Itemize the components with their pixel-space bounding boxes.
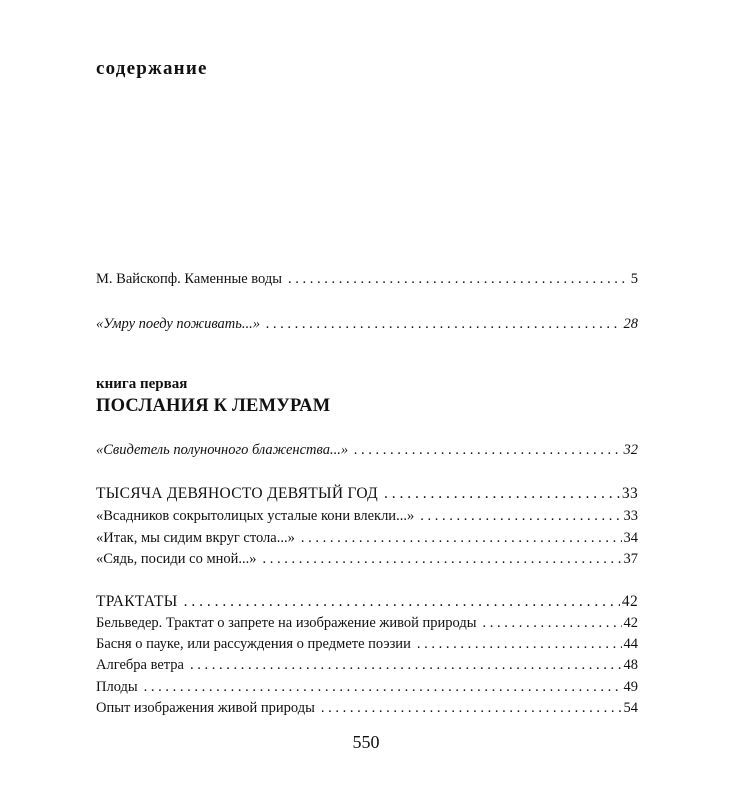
section-title: ТРАКТАТЫ: [96, 593, 178, 610]
entry-title: Басня о пауке, или рассуждения о предмете поэзии: [96, 636, 411, 652]
toc-entry: [96, 678, 638, 696]
entry-title: Плоды: [96, 679, 138, 695]
dot-leader: [288, 270, 629, 288]
dot-leader: [301, 529, 622, 547]
dot-leader: [144, 678, 622, 696]
entry-title: Алгебра ветра: [96, 657, 184, 673]
entry-page: 54: [623, 700, 638, 716]
toc-heading: содержание: [96, 58, 208, 79]
entry-title: «Умру поеду поживать...»: [96, 316, 260, 332]
entry-title: «Свидетель полуночного блаженства...»: [96, 442, 349, 458]
toc-entry-epigraph: [96, 441, 638, 459]
entry-page: 32: [623, 442, 638, 458]
book-label: книга первая: [96, 376, 188, 392]
entry-page: 37: [623, 551, 638, 567]
dot-leader: [354, 441, 621, 459]
toc-entry: [96, 315, 638, 333]
dot-leader: [384, 485, 620, 503]
dot-leader: [266, 315, 622, 333]
section-title: ТЫСЯЧА ДЕВЯНОСТО ДЕВЯТЫЙ ГОД: [96, 485, 378, 502]
entry-page: 48: [623, 657, 638, 673]
entry-page: 49: [623, 679, 638, 695]
entry-page: 33: [623, 508, 638, 524]
section-page: 33: [621, 485, 638, 502]
dot-leader: [263, 550, 622, 568]
dot-leader: [483, 614, 622, 632]
toc-entry: [96, 614, 638, 632]
toc-section: [96, 593, 638, 611]
dot-leader: [190, 656, 622, 674]
toc-entry: [96, 270, 638, 288]
toc-entry: [96, 699, 638, 717]
entry-page: 42: [623, 615, 638, 631]
entry-page: 28: [623, 316, 638, 332]
entry-title: Опыт изображения живой природы: [96, 700, 315, 716]
toc-section: [96, 485, 638, 503]
entry-title: «Всадников сокрытолицых усталые кони влекли...»: [96, 508, 415, 524]
entry-title: «Итак, мы сидим вкруг стола...»: [96, 530, 295, 546]
book-title: ПОСЛАНИЯ К ЛЕМУРАМ: [96, 396, 331, 416]
dot-leader: [321, 699, 622, 717]
toc-entry: [96, 507, 638, 525]
entry-title: «Сядь, посиди со мной...»: [96, 551, 257, 567]
toc-entry: [96, 529, 638, 547]
entry-page: 5: [630, 271, 638, 287]
entry-page: 44: [623, 636, 638, 652]
section-page: 42: [621, 593, 638, 610]
page-number: 550: [352, 732, 380, 752]
toc-entry: [96, 635, 638, 653]
entry-title: М. Вайскопф. Каменные воды: [96, 271, 282, 287]
toc-entry: [96, 656, 638, 674]
entry-page: 34: [623, 530, 638, 546]
entry-title: Бельведер. Трактат о запрете на изображение живой природы: [96, 615, 477, 631]
dot-leader: [184, 593, 620, 611]
dot-leader: [417, 635, 622, 653]
toc-entry: [96, 550, 638, 568]
dot-leader: [420, 507, 621, 525]
